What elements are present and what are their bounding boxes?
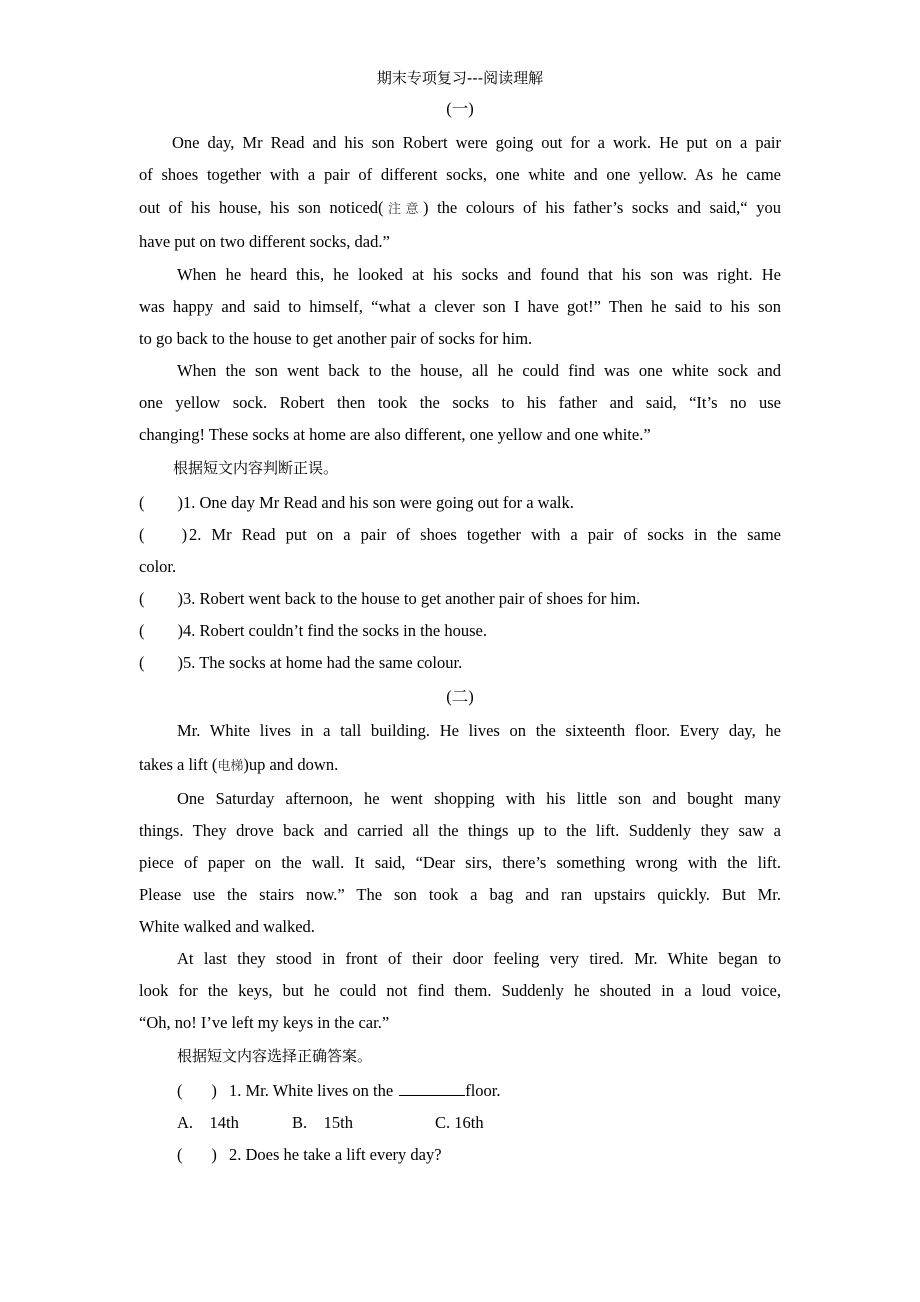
passage-line: Please use the stairs now.” The son took a bag and ran upstairs quickly. But Mr. <box>139 885 781 904</box>
passage-line: changing! These socks at home are also different, one yellow and one white.” <box>139 425 651 444</box>
question-item <box>139 653 462 673</box>
question-text: 5. The socks at home had the same colour. <box>183 653 463 672</box>
section-heading-1: (一) <box>446 99 474 118</box>
passage-line: One Saturday afternoon, he went shopping with his little son and bought many <box>177 789 781 808</box>
answer-blank[interactable]: ( ) <box>177 1145 217 1164</box>
passage-line <box>139 755 338 777</box>
option-c[interactable]: C. 16th <box>435 1113 484 1132</box>
instruction-2: 根据短文内容选择正确答案。 <box>177 1047 373 1065</box>
passage-line: Mr. White lives in a tall building. He lives on the sixteenth floor. Every day, he <box>177 721 781 740</box>
passage-line: to go back to the house to get another pair of socks for him. <box>139 329 533 348</box>
passage-line: of shoes together with a pair of different socks, one white and one yellow. As he came <box>139 165 781 184</box>
passage-line: things. They drove back and carried all the things up to the lift. Suddenly they saw a <box>139 821 781 840</box>
passage-line: “Oh, no! I’ve left my keys in the car.” <box>139 1013 390 1032</box>
passage-line: piece of paper on the wall. It said, “Dear sirs, there’s something wrong with the lift. <box>139 853 781 872</box>
passage-line: one yellow sock. Robert then took the socks to his father and said, “It’s no use <box>139 393 781 412</box>
question-item <box>177 1145 442 1165</box>
passage-line: One day, Mr Read and his son Robert were going out for a work. He put on a pair <box>172 133 781 152</box>
question-item <box>139 589 640 609</box>
passage-line: At last they stood in front of their door feeling very tired. Mr. White began to <box>177 949 781 968</box>
question-item <box>139 525 781 545</box>
passage-line: have put on two different socks, dad.” <box>139 232 390 251</box>
question-text: 4. Robert couldn’t find the socks in the house. <box>183 621 487 640</box>
question-item <box>139 493 574 513</box>
question-text: 1. One day Mr Read and his son were going out for a walk. <box>183 493 574 512</box>
instruction-1: 根据短文内容判断正误。 <box>173 459 339 477</box>
passage-line: When he heard this, he looked at his socks and found that his son was right. He <box>177 265 781 284</box>
passage-text: out of his house, his son noticed( <box>139 198 384 217</box>
question-item <box>177 1081 501 1101</box>
passage-line <box>139 198 781 220</box>
section-heading-2: (二) <box>446 687 474 706</box>
question-continuation: color. <box>139 557 177 576</box>
answer-blank[interactable]: ( ) <box>139 589 183 608</box>
option-a[interactable]: A. 14th <box>177 1113 239 1132</box>
gloss-text: 注意 <box>383 202 423 217</box>
answer-blank[interactable]: ( ) <box>139 653 183 672</box>
answer-blank[interactable]: ( ) <box>177 1081 217 1100</box>
answer-blank[interactable]: ( ) <box>139 621 183 640</box>
question-text: 1. Mr. White lives on the <box>229 1081 394 1100</box>
question-text: 3. Robert went back to the house to get another pair of shoes for him. <box>183 589 641 608</box>
passage-line: When the son went back to the house, all he could find was one white sock and <box>177 361 781 380</box>
answer-blank[interactable]: ( ) <box>139 493 183 512</box>
passage-text: )up and down. <box>243 755 339 774</box>
question-text: 2. Mr Read put on a pair of shoes together with a pair of socks in the same <box>189 525 781 544</box>
question-text: floor. <box>465 1081 501 1100</box>
question-item <box>139 621 487 641</box>
passage-text: ) the colours of his father’s socks and said,“ you <box>422 198 781 217</box>
gloss-text: 电梯 <box>217 759 244 774</box>
question-text: 2. Does he take a lift every day? <box>229 1145 442 1164</box>
passage-line: look for the keys, but he could not find them. Suddenly he shouted in a loud voice, <box>139 981 781 1000</box>
passage-text: takes a lift ( <box>139 755 218 774</box>
fill-in-blank[interactable] <box>399 1081 465 1096</box>
option-b[interactable]: B. 15th <box>292 1113 353 1132</box>
passage-line: was happy and said to himself, “what a clever son I have got!” Then he said to his son <box>139 297 781 316</box>
answer-options <box>177 1113 484 1133</box>
answer-blank[interactable]: ( ) <box>139 525 188 544</box>
page-title: 期末专项复习---阅读理解 <box>376 69 544 87</box>
passage-line: White walked and walked. <box>139 917 315 936</box>
